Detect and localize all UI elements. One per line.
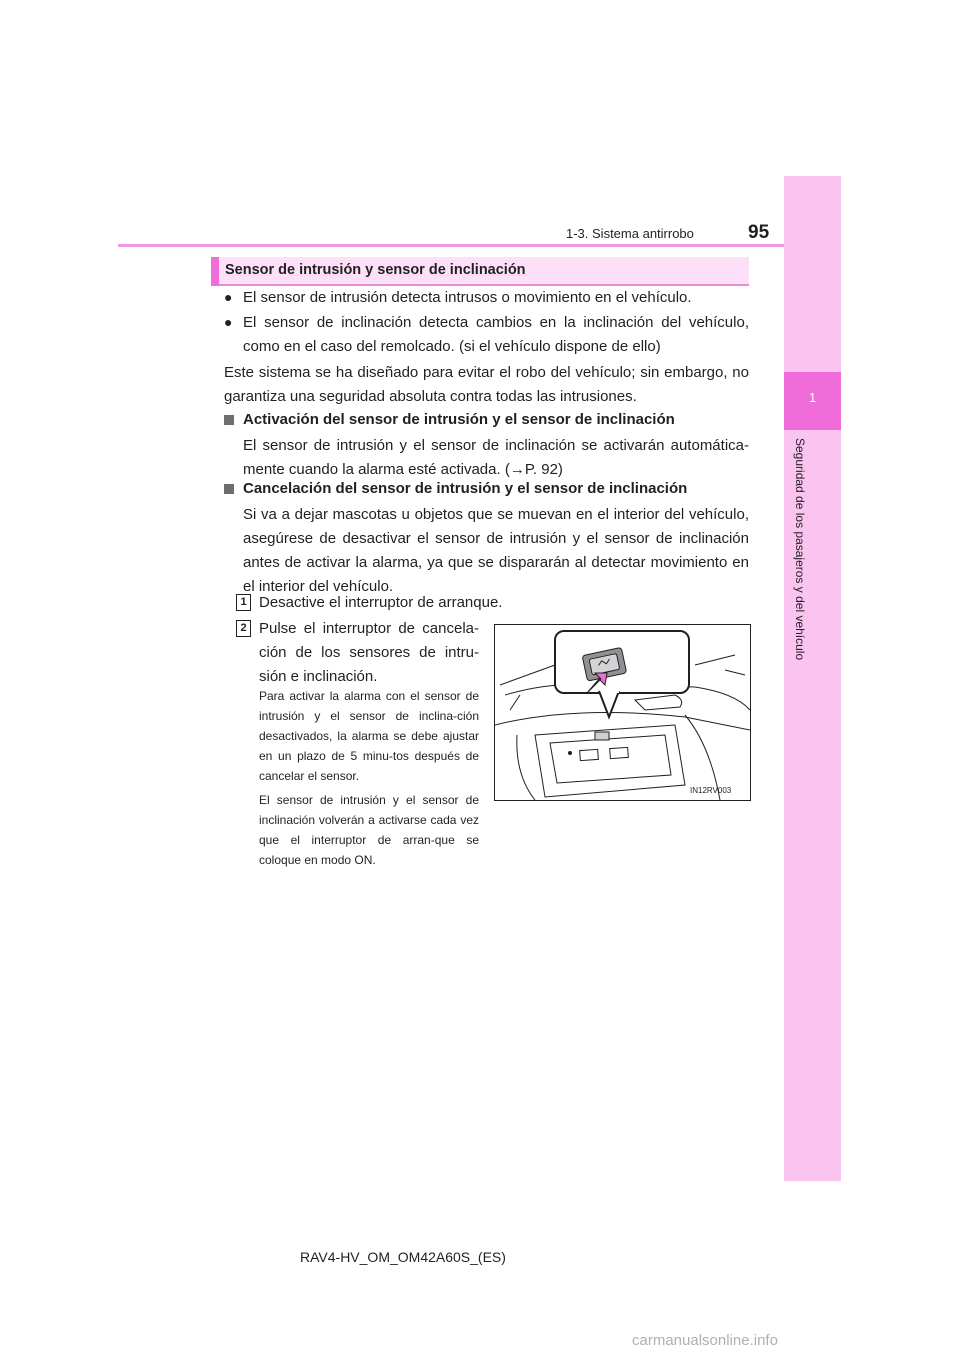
chapter-number: 1 [808, 390, 817, 405]
activation-heading: Activación del sensor de intrusión y el sensor de inclinación [243, 411, 675, 428]
figure-code: IN12RV003 [690, 786, 732, 795]
bullet-text: El sensor de inclinación detecta cambios en la inclinación del vehículo, como en el caso del remolcado. (si el vehículo dispone de ello) [243, 314, 749, 355]
intro-paragraph: Este sistema se ha diseñado para evitar el robo del vehículo; sin embargo, no garantiza una seguridad absoluta contra todas las intrusiones. [224, 364, 749, 405]
section-title: Sensor de intrusión y sensor de inclinación [225, 262, 526, 278]
chapter-side-tab [784, 176, 841, 1181]
square-bullet-icon [224, 415, 234, 425]
section-heading-bar [211, 257, 219, 286]
bullet-icon: ● [224, 289, 233, 305]
overhead-console-illustration [494, 624, 751, 801]
square-bullet-icon [224, 484, 234, 494]
header-rule [118, 244, 784, 247]
page-number: 95 [748, 222, 770, 243]
cancellation-heading: Cancelación del sensor de intrusión y el sensor de inclinación [243, 480, 688, 497]
note-text: El sensor de intrusión y el sensor de inclinación volverán a activarse cada vez que el interruptor de arran-que se coloque en modo ON. [259, 793, 479, 867]
running-head: 1-3. Sistema antirrobo [566, 226, 694, 241]
bullet-text: El sensor de intrusión detecta intrusos o movimiento en el vehículo. [243, 289, 692, 306]
bullet-icon: ● [224, 314, 233, 330]
activation-text: El sensor de intrusión y el sensor de inclinación se activarán automática-mente cuando la alarma esté activada. (→P. 92) [243, 437, 749, 478]
step-text: Pulse el interruptor de cancela-ción de los sensores de intru-sión e inclinación. [259, 620, 479, 685]
step-number-box: 1 [236, 594, 251, 611]
overhead-console-drawing [495, 625, 750, 800]
step-text: Desactive el interruptor de arranque. [259, 594, 503, 611]
document-id: RAV4-HV_OM_OM42A60S_(ES) [300, 1249, 506, 1265]
step-number-box: 2 [236, 620, 251, 637]
note-text: Para activar la alarma con el sensor de intrusión y el sensor de inclina-ción desactivados, la alarma se debe ajustar en un plazo de 5 minu-tos después de cancelar el sensor. [259, 689, 479, 783]
chapter-title: Seguridad de los pasajeros y del vehículo [793, 438, 807, 661]
watermark: carmanualsonline.info [632, 1332, 778, 1349]
cancellation-text: Si va a dejar mascotas u objetos que se muevan en el interior del vehículo, asegúrese de desactivar el sensor de intrusión y el sensor de inclinación antes de activar la alarma, ya que se dispararán al detectar movimiento en el interior del vehículo. [243, 506, 749, 595]
